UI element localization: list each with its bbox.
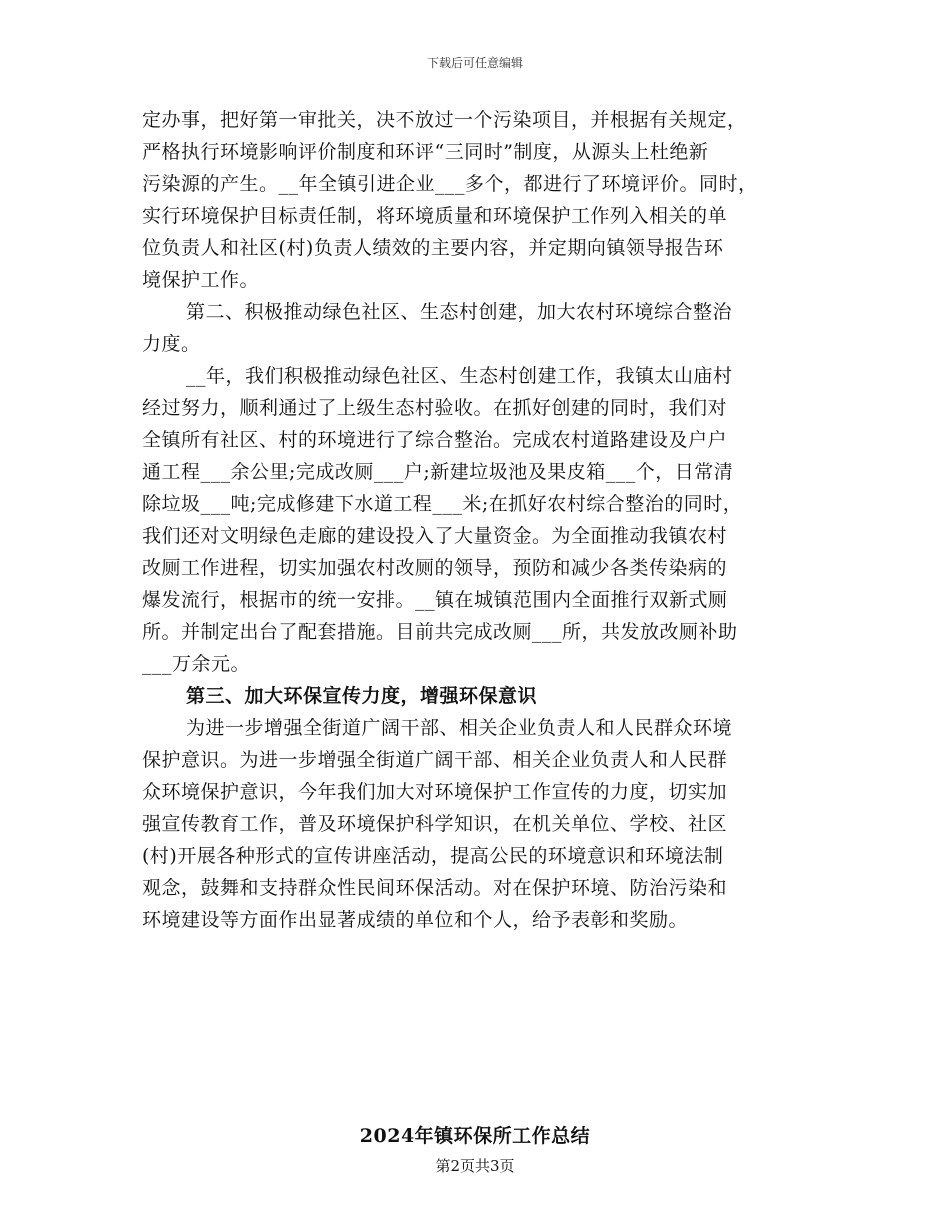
text-line: 经过努力，顺利通过了上级生态村验收。在抓好创建的同时，我们对 bbox=[142, 397, 728, 419]
text-line: 环境建设等方面作出显著成绩的单位和个人，给予表彰和奖励。 bbox=[142, 909, 689, 931]
text-line: 所。并制定出台了配套措施。目前共完成改厕___所，共发放改厕补助 bbox=[142, 621, 738, 643]
text-line: 通工程___余公里;完成改厕___户;新建垃圾池及果皮箱___个，日常清 bbox=[142, 461, 734, 483]
paragraph bbox=[142, 296, 822, 360]
text-line: 为进一步增强全街道广阔干部、相关企业负责人和人民群众环境 bbox=[186, 717, 733, 739]
text-line: 严格执行环境影响评价制度和环评“三同时”制度，从源头上杜绝新 bbox=[142, 141, 709, 163]
text-line: (村)开展各种形式的宣传讲座活动，提高公民的环境意识和环境法制 bbox=[142, 845, 724, 867]
text-line: 位负责人和社区(村)负责人绩效的主要内容，并定期向镇领导报告环 bbox=[142, 237, 724, 259]
text-line: 观念，鼓舞和支持群众性民间环保活动。对在保护环境、防治污染和 bbox=[142, 877, 728, 899]
paragraph bbox=[142, 680, 822, 712]
paragraph bbox=[142, 712, 822, 936]
text-line: 实行环境保护目标责任制，将环境质量和环境保护工作列入相关的单 bbox=[142, 205, 728, 227]
section-heading-line: 第二、积极推动绿色社区、生态村创建，加大农村环境综合整治 bbox=[186, 301, 733, 323]
section-heading-line: 力度。 bbox=[142, 333, 201, 355]
text-line: 爆发流行，根据市的统一安排。__镇在城镇范围内全面推行双新式厕 bbox=[142, 589, 728, 611]
document-title: 2024年镇环保所工作总结 bbox=[359, 1125, 591, 1147]
text-line: 污染源的产生。__年全镇引进企业___多个，都进行了环境评价。同时， bbox=[142, 173, 758, 195]
document-body bbox=[142, 104, 822, 936]
text-line: 保护意识。为进一步增强全街道广阔干部、相关企业负责人和人民群 bbox=[142, 749, 728, 771]
text-line: 改厕工作进程，切实加强农村改厕的领导，预防和减少各类传染病的 bbox=[142, 557, 728, 579]
section-heading: 第三、加大环保宣传力度，增强环保意识 bbox=[186, 685, 538, 707]
text-line: 我们还对文明绿色走廊的建设投入了大量资金。为全面推动我镇农村 bbox=[142, 525, 728, 547]
text-line: 定办事，把好第一审批关，决不放过一个污染项目，并根据有关规定， bbox=[142, 109, 747, 131]
paragraph bbox=[142, 104, 822, 296]
text-line: __年，我们积极推动绿色社区、生态村创建工作，我镇太山庙村 bbox=[186, 365, 733, 387]
text-line: 强宣传教育工作，普及环境保护科学知识，在机关单位、学校、社区 bbox=[142, 813, 728, 835]
paragraph bbox=[142, 360, 822, 680]
text-line: ___万余元。 bbox=[142, 653, 251, 675]
page-header: 下载后可任意编辑 bbox=[426, 56, 523, 70]
text-line: 众环境保护意识，今年我们加大对环境保护工作宣传的力度，切实加 bbox=[142, 781, 728, 803]
page-footer: 第2页共3页 bbox=[435, 1157, 515, 1175]
text-line: 全镇所有社区、村的环境进行了综合整治。完成农村道路建设及户户 bbox=[142, 429, 728, 451]
text-line: 境保护工作。 bbox=[142, 269, 260, 291]
text-line: 除垃圾___吨;完成修建下水道工程___米;在抓好农村综合整治的同时， bbox=[142, 493, 743, 515]
